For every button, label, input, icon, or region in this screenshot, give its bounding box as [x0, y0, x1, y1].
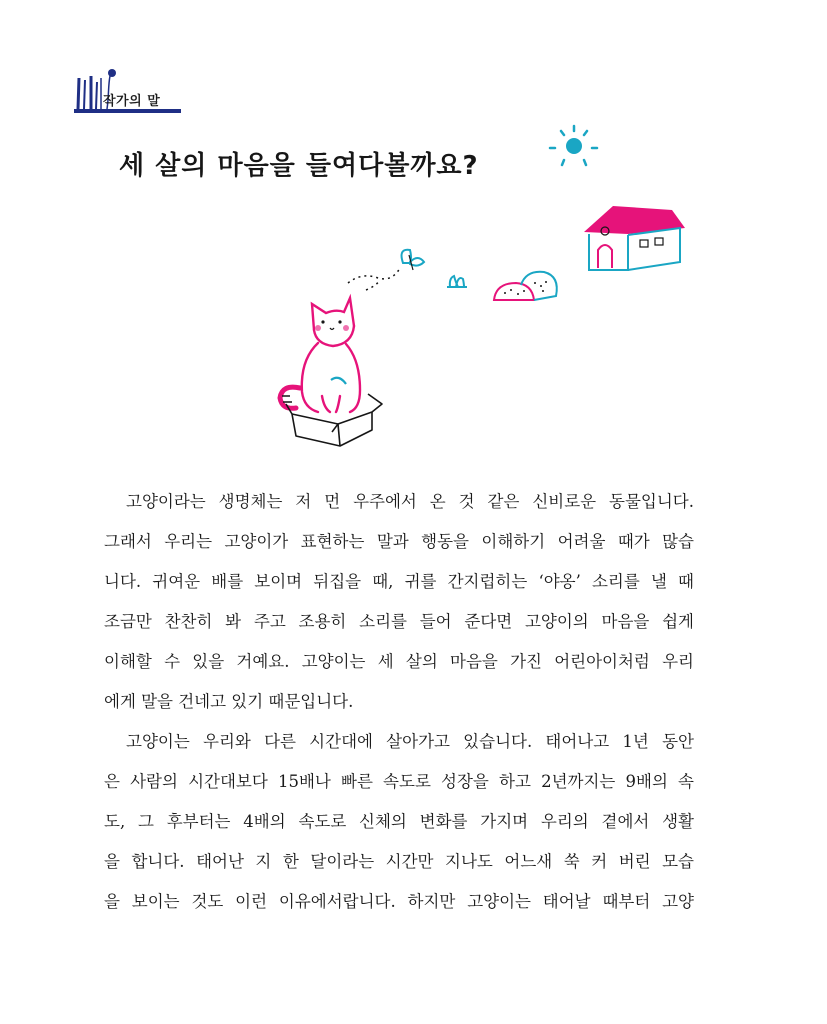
paragraph-line: 을 보이는 것도 이런 이유에서랍니다. 하지만 고양이는 태어날 때부터 고양 — [104, 892, 694, 911]
paragraph-line: 고양이라는 생명체는 저 먼 우주에서 온 것 같은 신비로운 동물입니다. — [126, 492, 694, 511]
section-label-text: 작가의 말 — [103, 94, 161, 109]
paragraph-line: 조금만 찬찬히 봐 주고 조용히 소리를 들어 준다면 고양이의 마음을 쉽게 — [104, 612, 694, 631]
paragraph-line: 니다. 귀여운 배를 보이며 뒤집을 때, 귀를 간지럽히는 ‘야옹’ 소리를 낼 때 — [104, 572, 694, 591]
house-icon — [584, 206, 685, 270]
butterfly-icon — [348, 250, 424, 290]
cat-icon — [280, 298, 360, 412]
bushes-icon — [494, 272, 557, 300]
paragraph-line: 도, 그 후부터는 4배의 속도로 신체의 변화를 가지며 우리의 곁에서 생활 — [104, 812, 694, 831]
paragraph-line: 고양이는 우리와 다른 시간대에 살아가고 있습니다. 태어나고 1년 동안 — [126, 732, 694, 751]
box-icon — [286, 394, 382, 446]
body-text — [104, 482, 694, 922]
paragraph-line: 을 합니다. 태어난 지 한 달이라는 시간만 지나도 어느새 쑥 커 버린 모습 — [104, 852, 694, 871]
paragraph-line: 에게 말을 건네고 있기 때문입니다. — [104, 692, 354, 711]
paragraph-line: 그래서 우리는 고양이가 표현하는 말과 행동을 이해하기 어려울 때가 많습 — [104, 532, 694, 551]
paragraph-line: 은 사람의 시간대보다 15배나 빠른 속도로 성장을 하고 2년까지는 9배의 속 — [104, 772, 694, 791]
paragraph-line: 이해할 수 있을 거예요. 고양이는 세 살의 마음을 가진 어린아이처럼 우리 — [104, 652, 694, 671]
page-title: 세 살의 마음을 들여다볼까요? — [119, 151, 479, 181]
grass-icon — [447, 276, 467, 287]
sun-icon — [550, 126, 597, 165]
illustration — [0, 0, 827, 470]
